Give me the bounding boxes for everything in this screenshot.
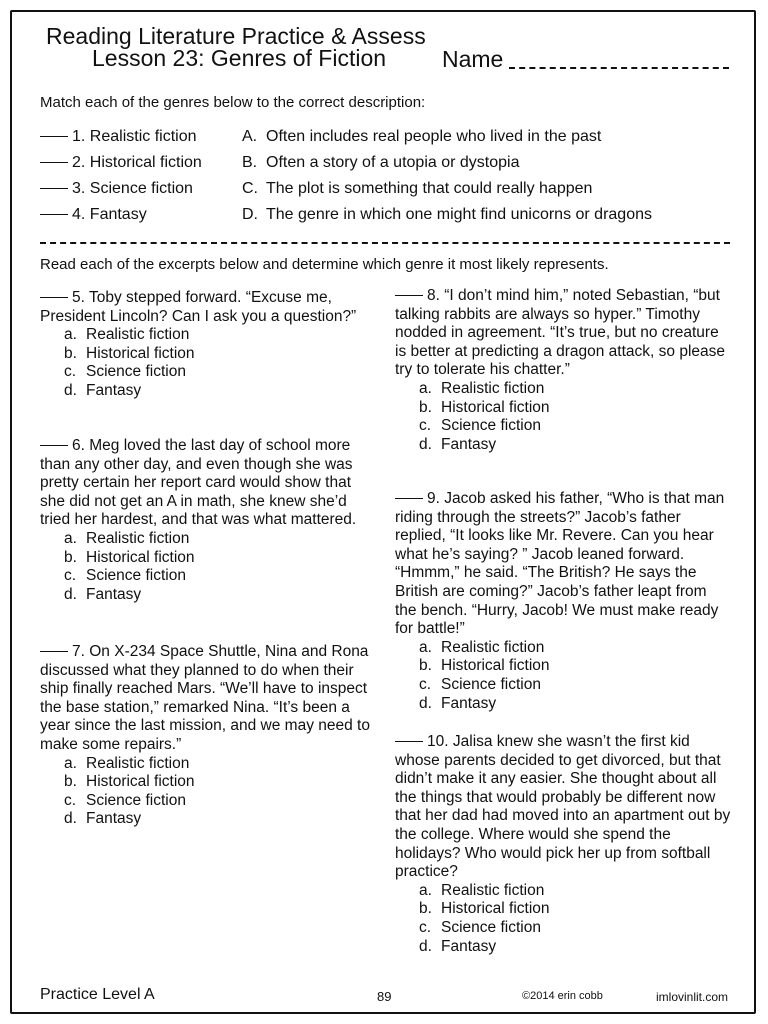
question-stem: 6. Meg loved the last day of school more than any other day, and even though she was pretty certain her report card would show that she did not get an A in math, she knew she’d tried her hardest, and that was what mattered. [40,437,357,529]
option-b[interactable]: b. Historical fiction [419,657,550,675]
question-6 [40,437,376,604]
option-b[interactable]: b. Historical fiction [64,344,195,362]
question-stem: 10. Jalisa knew she wasn’t the first kid whose parents decided to get divorced, but that didn’t make it any easier. She thought about all the things that would probably be different now that her dad had moved into an apartment out by the college. Where would she spend the holidays? Who would pick her up from softball practice? [395,733,731,881]
option-a[interactable]: a. Realistic fiction [419,881,545,899]
option-d[interactable]: d. Fantasy [419,694,497,712]
option-b[interactable]: b. Historical fiction [419,900,550,918]
option-d[interactable]: d. Fantasy [64,381,142,399]
genre-item: 3. Science fiction [40,176,202,202]
answer-blank[interactable] [395,498,423,499]
option-a[interactable]: a. Realistic fiction [419,379,545,397]
answer-options [40,755,378,829]
genre-item: 1. Realistic fiction [40,124,202,150]
answer-options [395,380,731,454]
answer-blank[interactable] [395,741,423,742]
question-7 [40,643,378,829]
option-a[interactable]: a. Realistic fiction [64,326,190,344]
lesson-title: Lesson 23: Genres of Fiction [92,45,387,71]
description-item: B. Often a story of a utopia or dystopia [242,154,520,171]
option-a[interactable]: a. Realistic fiction [64,754,190,772]
option-c[interactable]: c. Science fiction [64,791,186,809]
question-9 [395,490,731,713]
page-number: 89 [377,989,392,1004]
description-item: D. The genre in which one might find unicorns or dragons [242,206,652,223]
section-divider [40,242,730,244]
option-b[interactable]: b. Historical fiction [419,398,550,416]
site-url: imlovinlit.com [656,990,729,1004]
matching-instruction: Match each of the genres below to the correct description: [40,94,426,111]
description-item: C. The plot is something that could really happen [242,180,593,197]
answer-blank[interactable] [40,651,68,652]
option-d[interactable]: d. Fantasy [64,585,142,603]
option-a[interactable]: a. Realistic fiction [64,529,190,547]
option-d[interactable]: d. Fantasy [419,435,497,453]
copyright: ©2014 erin cobb [522,990,603,1002]
question-5 [40,289,376,401]
question-stem: 5. Toby stepped forward. “Excuse me, President Lincoln? Can I ask you a question?” [40,289,357,325]
option-c[interactable]: c. Science fiction [419,417,541,435]
answer-blank[interactable] [40,214,68,215]
answer-blank[interactable] [40,188,68,189]
name-blank-line[interactable] [509,67,729,69]
question-8 [395,287,731,454]
option-c[interactable]: c. Science fiction [419,918,541,936]
question-stem: 7. On X-234 Space Shuttle, Nina and Rona discussed what they planned to do when their ship finally reached Mars. “We’ll have to inspect the base station,” remarked Nina. “It’s been a year since the last mission, and we may need to make some repairs.” [40,643,370,753]
name-label: Name [442,46,504,72]
answer-blank[interactable] [40,136,68,137]
excerpts-instruction: Read each of the excerpts below and determine which genre it most likely represents. [40,256,609,273]
option-b[interactable]: b. Historical fiction [64,548,195,566]
name-field[interactable] [442,46,729,73]
option-c[interactable]: c. Science fiction [419,675,541,693]
answer-blank[interactable] [40,297,68,298]
option-d[interactable]: d. Fantasy [419,937,497,955]
question-10 [395,733,731,956]
option-c[interactable]: c. Science fiction [64,363,186,381]
answer-blank[interactable] [40,162,68,163]
answer-options [40,326,376,400]
description-item: A. Often includes real people who lived in the past [242,128,602,145]
option-c[interactable]: c. Science fiction [64,567,186,585]
answer-options [395,882,731,956]
question-stem: 9. Jacob asked his father, “Who is that man riding through the streets?” Jacob’s father replied, “It looks like Mr. Revere. Can you hear what he’s saying? ” Jacob leaned forward. “Hmmm,” he said. “The British? He says the British are coming?” Jacob’s father leapt from the bench. “Hurry, Jacob! We must make ready for battle!” [395,490,725,638]
answer-options [395,639,731,713]
genre-item: 2. Historical fiction [40,150,202,176]
question-stem: 8. “I don’t mind him,” noted Sebastian, “but talking rabbits are always so hyper.” Timothy nodded in agreement. “It’s true, but no creature is better at predicting a dragon attack, so please try to tolerate his chatter.” [395,287,726,379]
worksheet-title: Reading Literature Practice & Assess [46,23,426,49]
answer-options [40,530,376,604]
genre-item: 4. Fantasy [40,202,202,228]
practice-level: Practice Level A [40,986,155,1003]
genre-list [40,124,202,228]
option-b[interactable]: b. Historical fiction [64,773,195,791]
option-d[interactable]: d. Fantasy [64,810,142,828]
answer-blank[interactable] [395,295,423,296]
description-list [242,124,652,228]
option-a[interactable]: a. Realistic fiction [419,638,545,656]
answer-blank[interactable] [40,445,68,446]
